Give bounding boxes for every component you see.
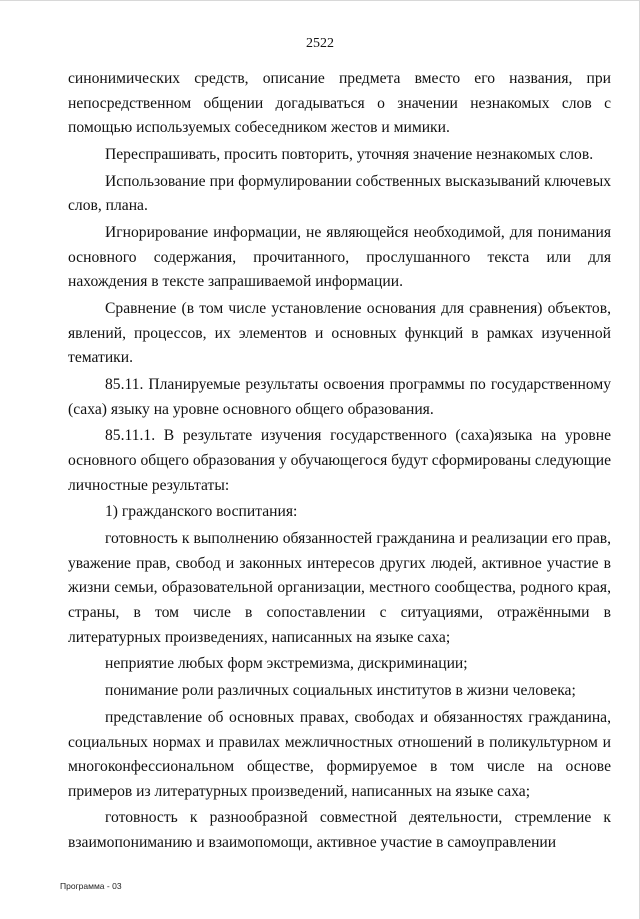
paragraph-13: готовность к разнообразной совместной деятельности, стремление к взаимопониманию и взаимопомощи, активное участие в самоуправлении [68,809,611,852]
paragraph-9: готовность к выполнению обязанностей гражданина и реализации его прав, уважение прав, свобод и законных интересов других людей, активное участие в жизни семьи, образовательной организации, местного сообщества, родного края, страны, в том числе в сопоставлении с ситуациями, отражёнными в литературных произведениях, написанных на языке саха; [68,530,611,646]
list-heading-civic-education: 1) гражданского воспитания: [105,503,298,521]
section-heading-85-11: 85.11. Планируемые результаты освоения программы по государственному (саха) языку на уровне основного общего образования. [68,376,611,418]
section-heading-85-11-1: 85.11.1. В результате изучения государственного (саха)языка на уровне основного общего образования у обучающегося будут сформированы следующие личностные результаты: [68,427,611,494]
paragraph-2: Переспрашивать, просить повторить, уточняя значение незнакомых слов. [105,145,594,163]
paragraph-4: Игнорирование информации, не являющейся необходимой, для понимания основного содержания, прочитанного, прослушанного текста или для нахождения в тексте запрашиваемой информации. [68,224,611,291]
document-body [68,67,611,858]
paragraph-1: синонимических средств, описание предмета вместо его названия, при непосредственном общении догадываться о значении незнакомых слов с помощью используемых собеседником жестов и мимики. [68,70,611,137]
paragraph-11: понимание роли различных социальных институтов в жизни человека; [105,682,576,700]
paragraph-3: Использование при формулировании собственных высказываний ключевых слов, плана. [68,172,611,215]
page-footer: Программа - 03 [60,881,122,891]
page-number: 2522 [306,36,334,51]
paragraph-12: представление об основных правах, свободах и обязанностях гражданина, социальных нормах и правилах межличностных отношений в поликультурном и многоконфессиональном обществе, формируемое в том числе на основе примеров из литературных произведений, написанных на языке саха; [68,708,611,800]
paragraph-10: неприятие любых форм экстремизма, дискриминации; [105,655,468,673]
paragraph-5: Сравнение (в том числе установление основания для сравнения) объектов, явлений, процессов, их элементов и основных функций в рамках изученной тематики. [68,300,611,367]
